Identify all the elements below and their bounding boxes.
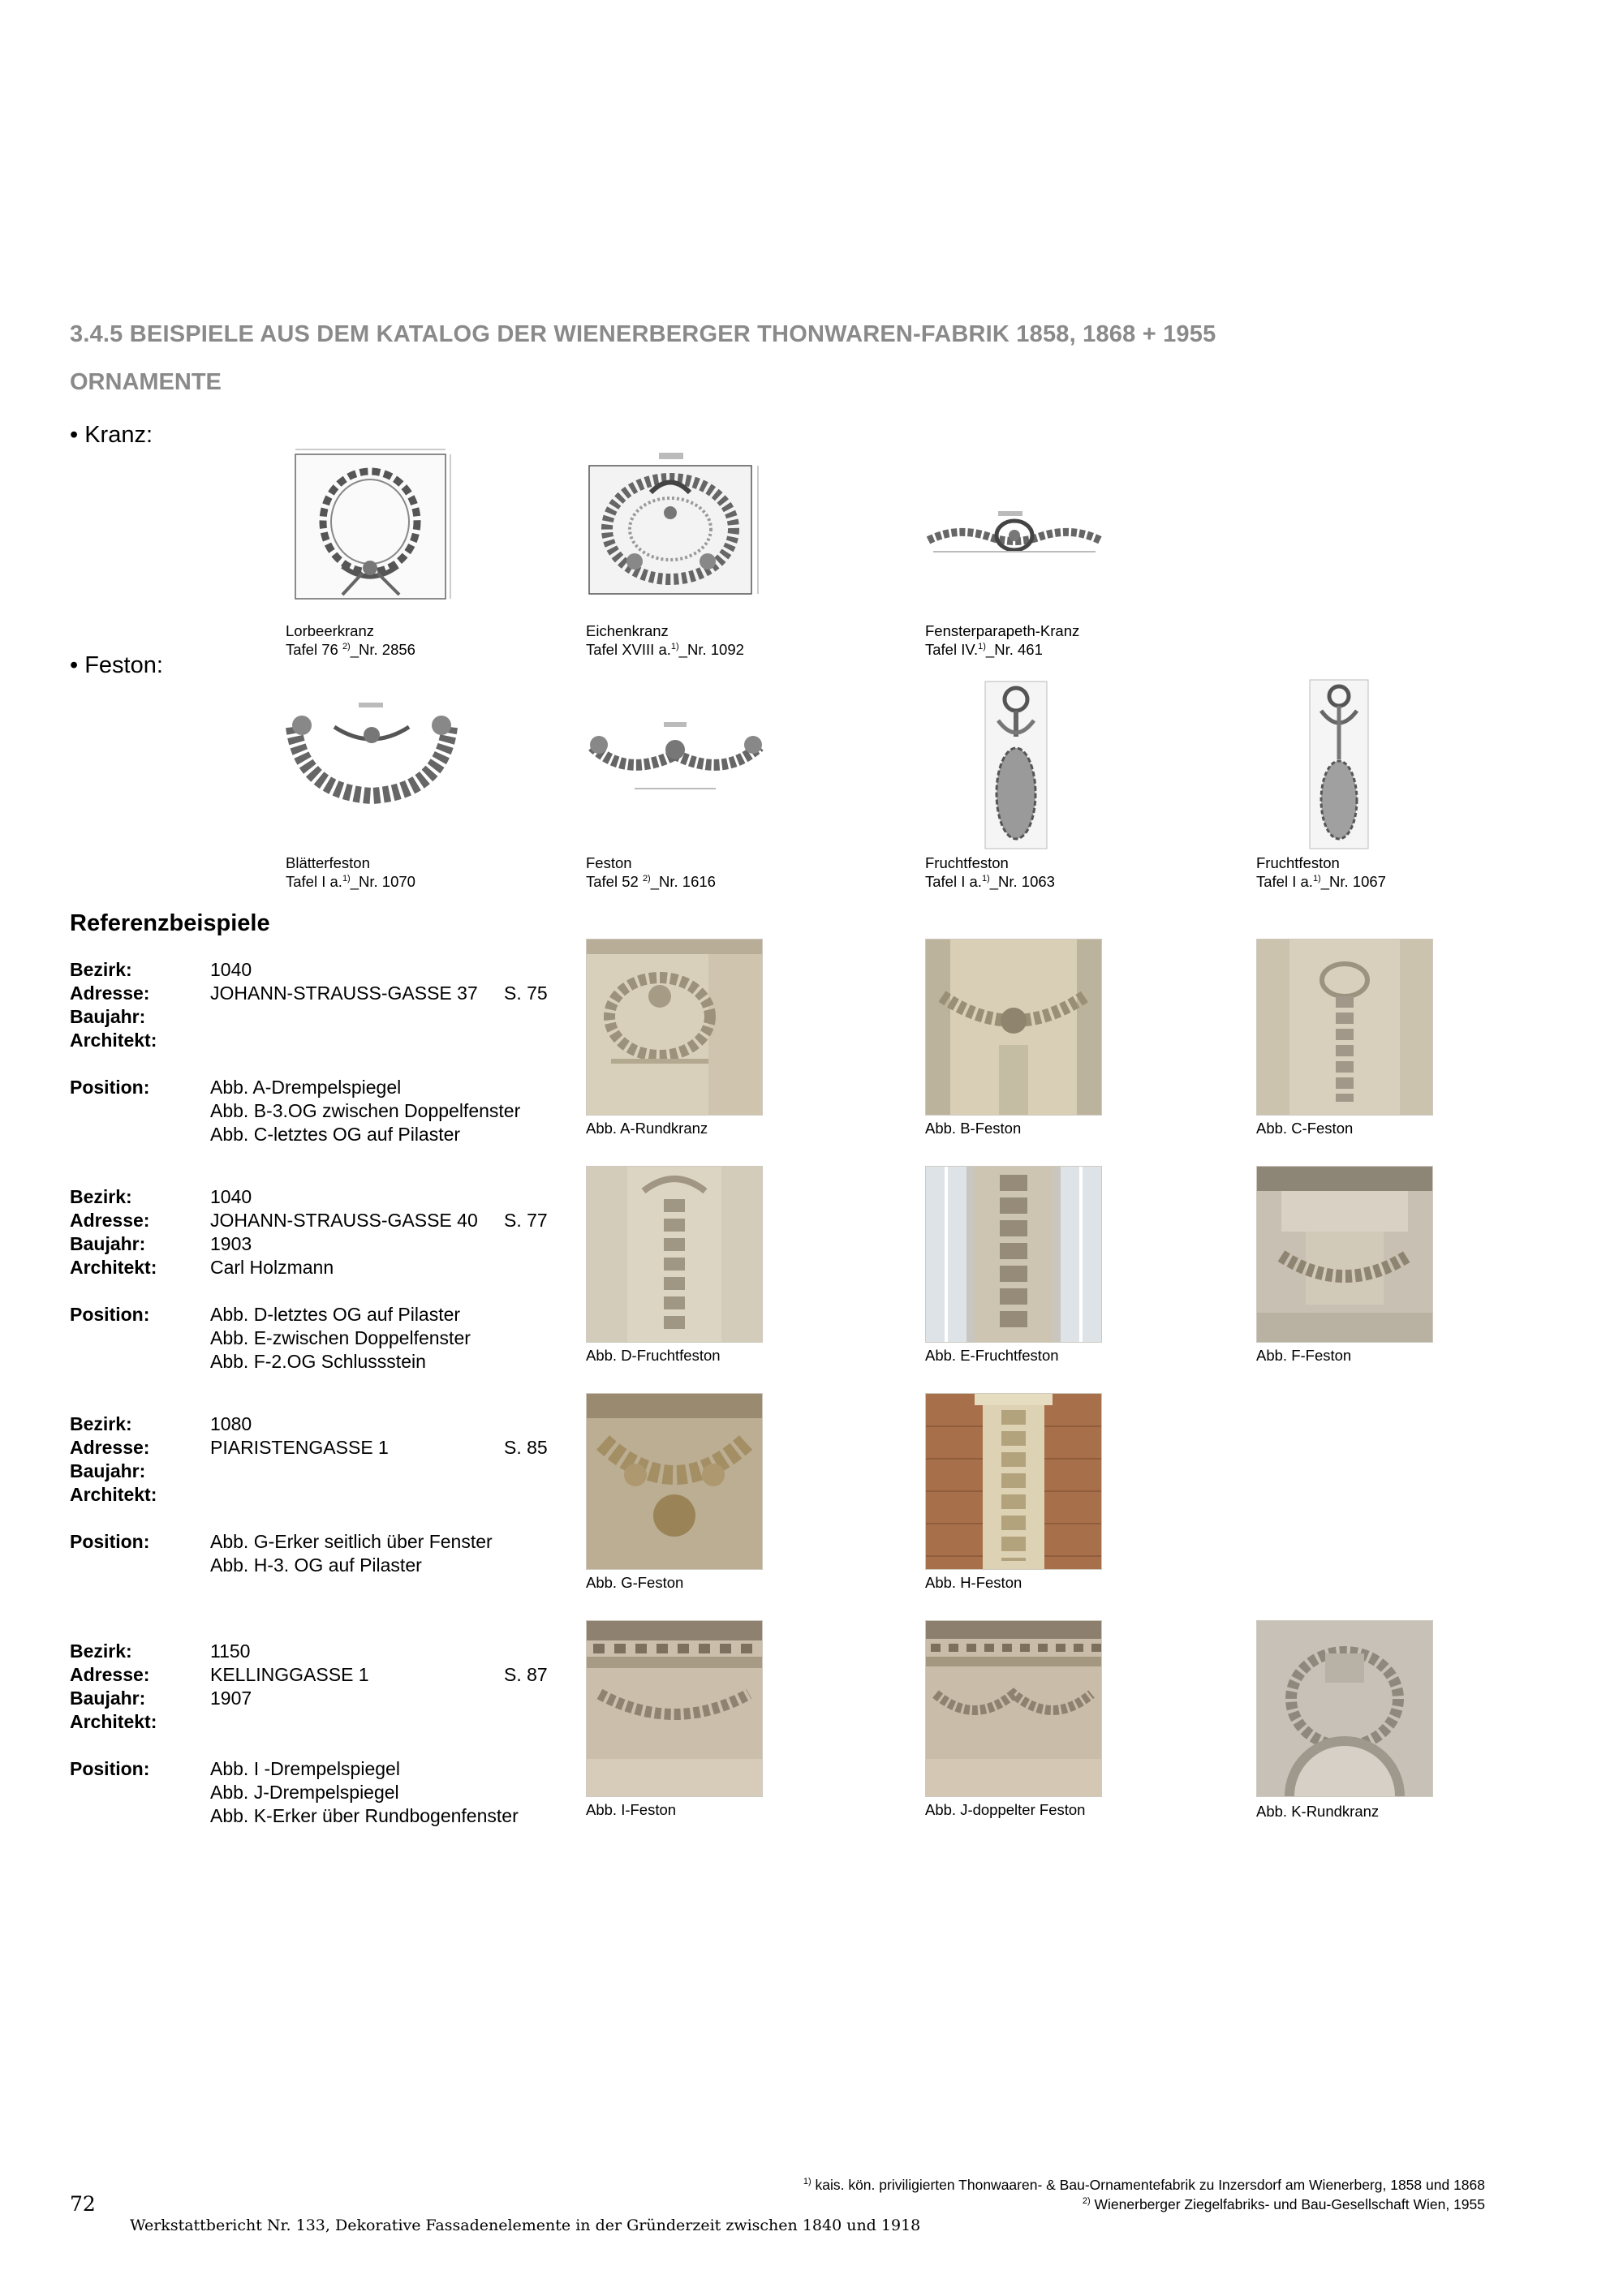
catalog-drawing-feston (586, 722, 766, 795)
label-adresse: Adresse: (70, 982, 150, 1004)
photo-c-feston (1256, 939, 1433, 1116)
caption-eichenkranz: Eichenkranz Tafel XVIII a.$^{1)}$_Nr. 1092 (586, 622, 744, 658)
photo-caption: Abb. E-Fruchtfeston (925, 1347, 1059, 1364)
adresse-value: KELLINGGASSE 1 (210, 1664, 369, 1685)
baujahr-value (210, 1005, 551, 1029)
seite-value: S. 85 (504, 1437, 548, 1458)
catalog-drawing-fensterparapeth-kranz (925, 510, 1104, 560)
label-position: Position: (70, 1531, 150, 1552)
position-item: Abb. B-3.OG zwischen Doppelfenster (210, 1100, 521, 1121)
adresse-value: JOHANN-STRAUSS-GASSE 40 (210, 1210, 478, 1231)
bezirk-value: 1150 (210, 1640, 251, 1662)
photo-caption: Abb. J-doppelter Feston (925, 1801, 1086, 1818)
photo-e-fruchtfeston (925, 1166, 1102, 1343)
label-baujahr: Baujahr: (70, 1460, 146, 1481)
caption-feston: Feston Tafel 52 $^{2)}$_Nr. 1616 (586, 854, 716, 890)
caption-blaetterfeston: Blätterfeston Tafel I a.$^{1)}$_Nr. 1070 (286, 854, 415, 890)
label-adresse: Adresse: (70, 1437, 150, 1458)
kranz-label: • Kranz: (70, 422, 153, 448)
architekt-value: Carl Holzmann (210, 1257, 334, 1278)
photo-i-feston (586, 1620, 763, 1797)
architekt-value (210, 1029, 551, 1052)
reference-block-4 (70, 1640, 157, 1781)
photo-caption: Abb. K-Rundkranz (1256, 1803, 1380, 1820)
reference-block-3 (70, 1412, 157, 1554)
photo-h-feston (925, 1393, 1102, 1570)
label-baujahr: Baujahr: (70, 1006, 146, 1027)
label-architekt: Architekt: (70, 1030, 157, 1051)
seite-value: S. 77 (504, 1210, 548, 1231)
position-item: Abb. A-Drempelspiegel (210, 1077, 402, 1098)
photo-caption: Abb. B-Feston (925, 1120, 1022, 1137)
baujahr-value: 1903 (210, 1233, 252, 1254)
photo-caption: Abb. H-Feston (925, 1574, 1022, 1591)
baujahr-value (210, 1460, 551, 1483)
position-item: Abb. J-Drempelspiegel (210, 1782, 399, 1803)
label-architekt: Architekt: (70, 1484, 157, 1505)
label-bezirk: Bezirk: (70, 1186, 132, 1207)
label-bezirk: Bezirk: (70, 959, 132, 980)
footnote-1: $^{1)}$ kais. kön. priviligierten Thonwaaren- & Bau-Ornamentefabrik zu Inzersdorf am Wienerberg, 1858 und 1868 (803, 2177, 1485, 2193)
position-item: Abb. K-Erker über Rundbogenfenster (210, 1805, 519, 1826)
photo-a-rundkranz (586, 939, 763, 1116)
label-baujahr: Baujahr: (70, 1688, 146, 1709)
photo-d-fruchtfeston (586, 1166, 763, 1343)
bezirk-value: 1080 (210, 1413, 252, 1434)
photo-caption: Abb. I-Feston (586, 1801, 677, 1818)
bezirk-value: 1040 (210, 1186, 252, 1207)
label-position: Position: (70, 1758, 150, 1779)
adresse-value: JOHANN-STRAUSS-GASSE 37 (210, 982, 478, 1004)
position-item: Abb. I -Drempelspiegel (210, 1758, 400, 1779)
catalog-drawing-eichenkranz (586, 448, 766, 604)
photo-f-feston (1256, 1166, 1433, 1343)
position-item: Abb. H-3. OG auf Pilaster (210, 1554, 422, 1576)
catalog-drawing-lorbeerkranz (286, 445, 456, 607)
label-baujahr: Baujahr: (70, 1233, 146, 1254)
label-position: Position: (70, 1304, 150, 1325)
footnote-2: $^{2)}$ Wienerberger Ziegelfabriks- und Bau-Gesellschaft Wien, 1955 (1082, 2196, 1485, 2212)
seite-value: S. 87 (504, 1664, 548, 1685)
catalog-drawing-fruchtfeston-1067 (1308, 678, 1370, 850)
photo-caption: Abb. F-Feston (1256, 1347, 1352, 1364)
footer-text: Werkstattbericht Nr. 133, Dekorative Fassadenelemente in der Gründerzeit zwischen 1840 und 1918 (130, 2216, 921, 2234)
baujahr-value: 1907 (210, 1688, 252, 1709)
adresse-value: PIARISTENGASSE 1 (210, 1437, 389, 1458)
photo-caption: Abb. D-Fruchtfeston (586, 1347, 721, 1364)
reference-block-1 (70, 958, 157, 1099)
bezirk-value: 1040 (210, 959, 252, 980)
label-bezirk: Bezirk: (70, 1413, 132, 1434)
seite-value: S. 75 (504, 982, 548, 1004)
label-adresse: Adresse: (70, 1210, 150, 1231)
feston-label: • Feston: (70, 652, 163, 678)
catalog-drawing-blaetterfeston (286, 703, 458, 806)
references-title: Referenzbeispiele (70, 910, 270, 936)
photo-j-doppelter-feston (925, 1620, 1102, 1797)
photo-caption: Abb. C-Feston (1256, 1120, 1354, 1137)
label-adresse: Adresse: (70, 1664, 150, 1685)
architekt-value (210, 1483, 551, 1507)
reference-block-2 (70, 1185, 157, 1326)
section-title: 3.4.5 BEISPIELE AUS DEM KATALOG DER WIENERBERGER THONWAREN-FABRIK 1858, 1868 + 1955 (70, 321, 1216, 347)
photo-caption: Abb. G-Feston (586, 1574, 684, 1591)
label-architekt: Architekt: (70, 1711, 157, 1732)
photo-g-feston (586, 1393, 763, 1570)
subsection-title: ORNAMENTE (70, 369, 222, 395)
position-item: Abb. D-letztes OG auf Pilaster (210, 1304, 461, 1325)
label-bezirk: Bezirk: (70, 1640, 132, 1662)
page-number: 72 (70, 2192, 96, 2216)
caption-lorbeerkranz: Lorbeerkranz Tafel 76 $^{2)}$_Nr. 2856 (286, 622, 415, 658)
photo-caption: Abb. A-Rundkranz (586, 1120, 708, 1137)
caption-fruchtfeston-1063: Fruchtfeston Tafel I a.$^{1)}$_Nr. 1063 (925, 854, 1055, 890)
position-item: Abb. G-Erker seitlich über Fenster (210, 1531, 493, 1552)
caption-fensterparapeth-kranz: Fensterparapeth-Kranz Tafel IV.$^{1)}$_Nr. 461 (925, 622, 1080, 658)
photo-b-feston (925, 939, 1102, 1116)
position-item: Abb. E-zwischen Doppelfenster (210, 1327, 471, 1348)
label-position: Position: (70, 1077, 150, 1098)
position-item: Abb. C-letztes OG auf Pilaster (210, 1124, 461, 1145)
architekt-value (210, 1710, 551, 1734)
catalog-drawing-fruchtfeston-1063 (984, 680, 1048, 850)
position-item: Abb. F-2.OG Schlussstein (210, 1351, 426, 1372)
caption-fruchtfeston-1067: Fruchtfeston Tafel I a.$^{1)}$_Nr. 1067 (1256, 854, 1386, 890)
label-architekt: Architekt: (70, 1257, 157, 1278)
photo-k-rundkranz (1256, 1620, 1433, 1797)
